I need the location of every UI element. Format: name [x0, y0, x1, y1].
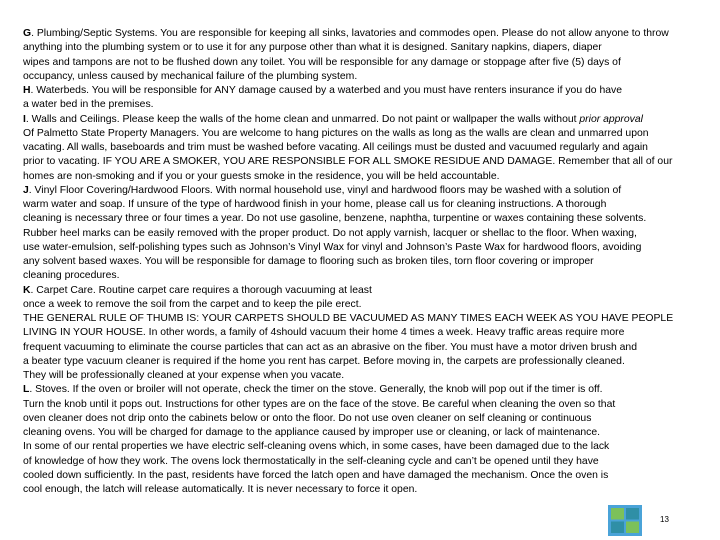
text-line: a beater type vacuum cleaner is required if the home you rent has carpet. Before moving in, the carpets are professionally cleaned.: [23, 355, 625, 367]
section-letter: K: [23, 284, 31, 296]
text-line: any solvent based waxes. You will be responsible for damage to flooring such as broken tiles, torn floor covering or improper: [23, 256, 594, 267]
logo-pane-bottom-right: [626, 522, 639, 534]
text-line: They will be professionally cleaned at your expense when you vacate.: [23, 370, 345, 381]
section-letter: L: [23, 384, 30, 396]
text-line: Turn the knob until it pops out. Instructions for other types are on the face of the stove. Be careful when cleaning the oven so that: [23, 398, 616, 410]
text-line: [23, 84, 715, 98]
text-line: LIVING IN YOUR HOUSE. In other words, a family of 4should vacuum their home 4 times a week. Heavy traffic areas require more: [23, 327, 625, 339]
text-line: oven cleaner does not drip onto the cabinets below or onto the floor. Do not use oven cleaner on self cleaning or continuous: [23, 412, 592, 424]
line-text: . Plumbing/Septic Systems. You are responsible for keeping all sinks, lavatories and commodes open. Please do not allow anyone to throw: [31, 28, 669, 39]
page-number: 13: [660, 515, 669, 524]
text-line: prior to vacating. IF YOU ARE A SMOKER, YOU ARE RESPONSIBLE FOR ALL SMOKE RESIDUE AND DAMAGE. Remember that all of our: [23, 156, 673, 168]
text-line: [23, 383, 715, 397]
logo-pane-bottom-left: [611, 522, 624, 534]
window-logo-icon: [608, 505, 642, 536]
text-line: warm water and soap. If unsure of the type of hardwood finish in your home, please call us for cleaning instructions. A thorough: [23, 199, 607, 210]
section-letter: G: [23, 28, 32, 39]
text-line: [23, 184, 715, 198]
section-letter: J: [23, 184, 29, 196]
text-line: once a week to remove the soil from the carpet and to keep the pile erect.: [23, 298, 362, 310]
text-line: a water bed in the premises.: [23, 99, 154, 111]
text-line: anything into the plumbing system or to use it for any purpose other than what it is designed. Sanitary napkins, diapers, diaper: [23, 42, 602, 54]
text-line: occupancy, unless caused by mechanical failure of the plumbing system.: [23, 70, 358, 82]
text-line: [23, 113, 715, 127]
text-line: vacating. All walls, baseboards and trim must be washed before vacating. All ceilings must be dusted and vacuumed regularly and again: [23, 142, 648, 153]
text-line: frequent vacuuming to eliminate the course particles that can act as an abrasive on the fiber. You must have a motor driven brush and: [23, 341, 637, 353]
text-line: cleaning procedures.: [23, 270, 120, 282]
logo-pane-top-left: [611, 508, 624, 520]
line-text: . Carpet Care. Routine carpet care requires a thorough vacuuming at least: [30, 284, 372, 296]
text-line: Of Palmetto State Property Managers. You are welcome to hang pictures on the walls as long as the walls are clean and unmarred upon: [23, 127, 649, 139]
text-line: [23, 284, 715, 298]
text-line: cooled down sufficiently. In the past, residents have forced the latch open and have damaged the mechanism. Once the oven is: [23, 469, 609, 481]
text-line: use water-emulsion, self-polishing types such as Johnson’s Vinyl Wax for vinyl and Johnson’s Paste Wax for hardwood floors, avoiding: [23, 241, 642, 253]
text-line: THE GENERAL RULE OF THUMB IS: YOUR CARPETS SHOULD BE VACUUMED AS MANY TIMES EACH WEEK AS YOU HAVE PEOPLE: [23, 313, 674, 324]
text-line: homes are non-smoking and if you or your guests smoke in the residence, you will be held accountable.: [23, 170, 500, 182]
logo-pane-top-right: [626, 508, 639, 520]
text-line: wipes and tampons are not to be flushed down any toilet. You will be responsible for any damage or stoppage after five (5) days of: [23, 56, 621, 68]
line-text: . Stoves. If the oven or broiler will not operate, check the timer on the stove. Generally, the knob will pop out if the timer is off.: [29, 384, 603, 396]
text-line: In some of our rental properties we have electric self-cleaning ovens which, in some cases, have been damaged due to the lack: [23, 441, 610, 453]
line-text: . Vinyl Floor Covering/Hardwood Floors. With normal household use, vinyl and hardwood floors may be washed with a solution of: [28, 184, 622, 196]
text-line: cleaning is necessary three or four times a year. Do not use gasoline, benzene, naphtha, turpentine or waxes containing these solvents.: [23, 213, 647, 225]
text-line: cleaning ovens. You will be charged for damage to the appliance caused by improper use or cleaning, or lack of maintenance.: [23, 427, 601, 438]
line-text: . Walls and Ceilings. Please keep the walls of the home clean and unmarred. Do not paint or wallpaper the walls without: [25, 113, 580, 125]
text-line: of knowledge of how they work. The ovens lock thermostatically in the self-cleaning cycle and can’t be opened until they have: [23, 455, 599, 467]
emphasis-text: prior approval: [579, 113, 643, 125]
section-letter: I: [23, 113, 26, 125]
text-line: Rubber heel marks can be easily removed with the proper product. Do not apply varnish, lacquer or shellac to the floor. When waxing,: [23, 227, 637, 239]
text-line: [23, 27, 715, 41]
section-letter: H: [23, 85, 31, 96]
document-body: [23, 27, 715, 497]
text-line: cool enough, the latch will release automatically. It is never necessary to force it open.: [23, 484, 418, 495]
line-text: . Waterbeds. You will be responsible for ANY damage caused by a waterbed and you must have renters insurance if you do have: [30, 85, 622, 96]
